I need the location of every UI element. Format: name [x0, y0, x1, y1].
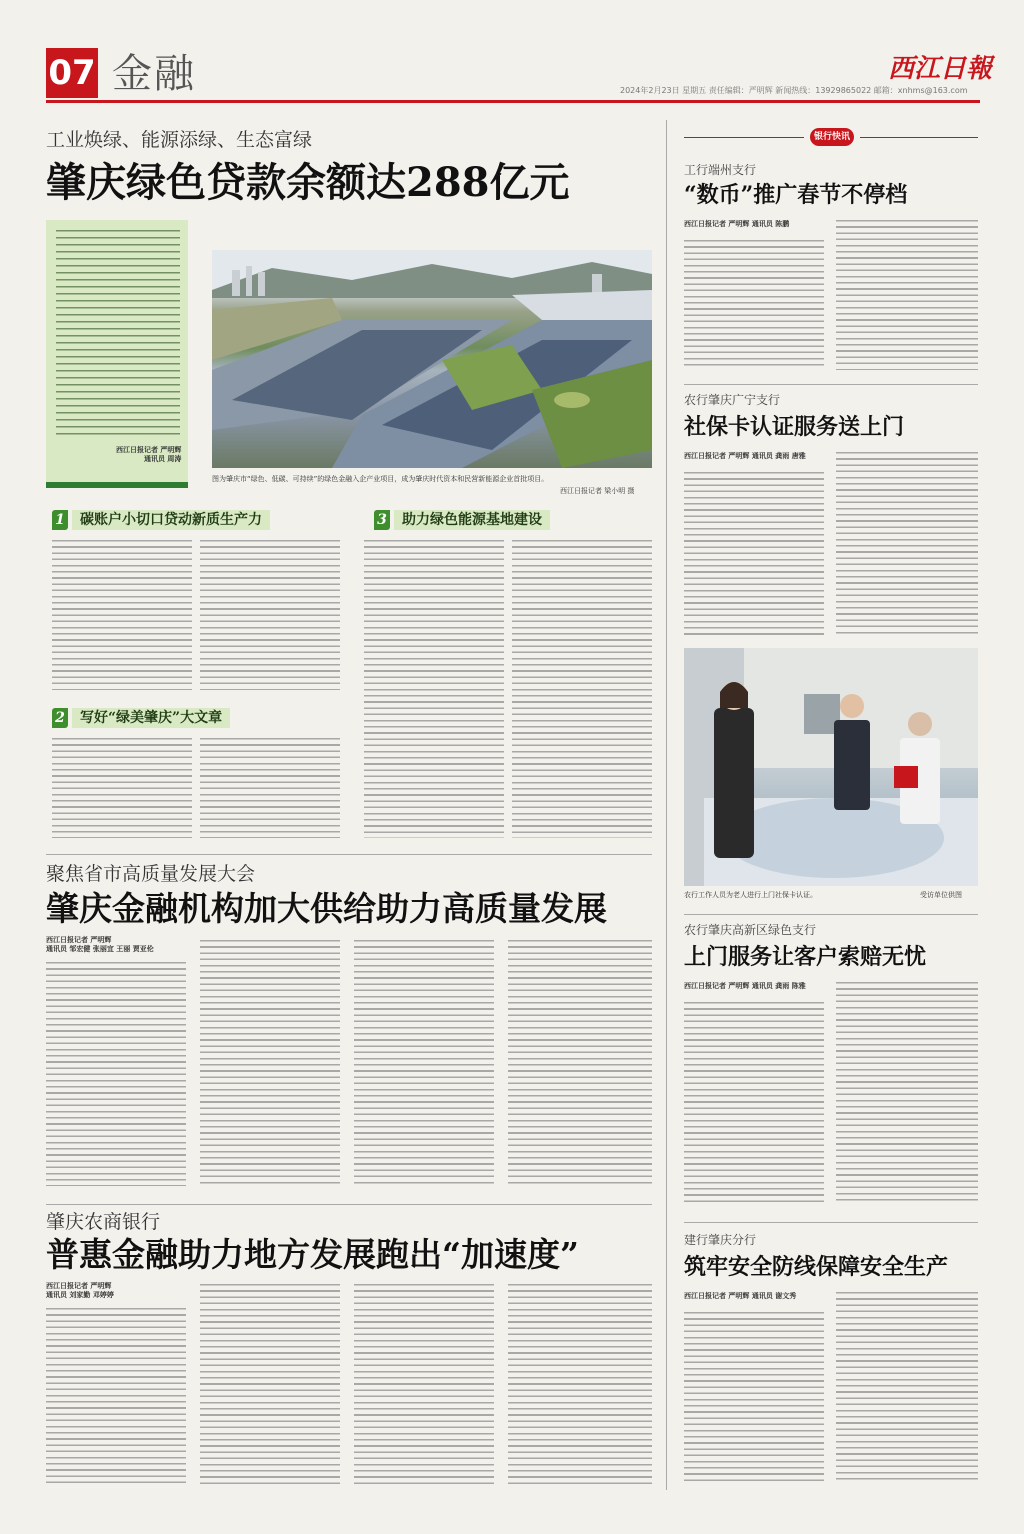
lead-kicker: 工业焕绿、能源添绿、生态富绿 — [46, 129, 313, 151]
right-item-2-headline: 社保卡认证服务送上门 — [684, 414, 905, 440]
summary-text-lines — [56, 230, 180, 440]
hospital-room-illustration — [684, 648, 978, 886]
right-item-1-byline: 西江日报记者 严明辉 通讯员 陈鹏 — [684, 220, 790, 228]
story-three-headline: 普惠金融助力地方发展跑出“加速度” — [46, 1235, 579, 1274]
section-3-number: 3 — [374, 510, 390, 530]
story-three-body-col-1 — [46, 1308, 186, 1484]
right-item-2-body-col-2 — [836, 452, 978, 636]
right-item-3-body-col-2 — [836, 982, 978, 1202]
column-divider — [666, 120, 667, 1490]
hospital-visit-photo — [684, 648, 978, 886]
right-item-2-byline: 西江日报记者 严明辉 通讯员 龚雨 唐雅 — [684, 452, 806, 460]
newspaper-logo: 西江日報 — [888, 54, 993, 84]
right-item-1-kicker: 工行端州支行 — [684, 163, 757, 177]
right-item-4-body-col-2 — [836, 1292, 978, 1484]
story-three-body-col-4 — [508, 1284, 652, 1484]
story-two-kicker: 聚焦省市高质量发展大会 — [46, 863, 256, 885]
story-divider-2 — [46, 1204, 652, 1205]
section-1-body-col-2 — [200, 540, 340, 690]
section-3-body-col-1 — [364, 540, 504, 838]
story-two-headline: 肇庆金融机构加大供给助力高质量发展 — [46, 889, 607, 928]
right-item-1-body-col-1 — [684, 240, 824, 370]
solar-roof-illustration — [212, 250, 652, 468]
section-2-number: 2 — [52, 708, 68, 728]
lead-photo-credit: 西江日报记者 梁小明 摄 — [560, 487, 635, 495]
right-divider-3 — [684, 1222, 978, 1223]
section-2-title: 写好“绿美肇庆”大文章 — [72, 708, 230, 728]
right-item-2-kicker: 农行肇庆广宁支行 — [684, 393, 781, 407]
section-1-title: 碳账户小切口贷动新质生产力 — [72, 510, 270, 530]
section-title: 金融 — [112, 51, 196, 97]
section-1-number: 1 — [52, 510, 68, 530]
right-photo-caption: 农行工作人员为老人进行上门社保卡认证。 — [684, 891, 817, 899]
story-three-body-col-2 — [200, 1284, 340, 1484]
right-badge-rule-left — [684, 137, 804, 138]
right-badge-rule-right — [860, 137, 978, 138]
story-two-body-col-3 — [354, 940, 494, 1186]
story-three-body-col-3 — [354, 1284, 494, 1484]
story-three-kicker: 肇庆农商银行 — [46, 1211, 161, 1233]
story-two-body-col-1 — [46, 962, 186, 1186]
section-3-body-col-2 — [512, 540, 652, 838]
lead-summary-box — [46, 220, 188, 488]
masthead-info: 2024年2月23日 星期五 责任编辑：严明辉 新闻热线：13929865022 邮箱：xnhms@163.com — [620, 86, 968, 95]
right-item-1-body-col-2 — [836, 220, 978, 370]
section-2-body-col-1 — [52, 738, 192, 838]
right-item-4-headline: 筑牢安全防线保障安全生产 — [684, 1254, 949, 1280]
right-divider-2 — [684, 914, 978, 915]
right-item-2-body-col-1 — [684, 472, 824, 636]
section-3-title: 助力绿色能源基地建设 — [394, 510, 550, 530]
bank-news-badge: 银行快讯 — [810, 128, 854, 146]
story-two-body-col-2 — [200, 940, 340, 1186]
right-item-4-body-col-1 — [684, 1312, 824, 1484]
right-item-1-headline: “数币”推广春节不停档 — [684, 182, 908, 208]
page-number: 07 — [46, 48, 98, 98]
lead-headline: 肇庆绿色贷款余额达288亿元 — [46, 159, 570, 206]
story-two-body-col-4 — [508, 940, 652, 1186]
right-item-3-headline: 上门服务让客户索赔无忧 — [684, 944, 927, 970]
summary-byline: 西江日报记者 严明辉 通讯员 周涛 — [116, 446, 182, 463]
lead-photo-caption: 图为肇庆市“绿色、低碳、可持续”的绿色金融入企产业项目，成为肇庆时代资本和民营新能源企业首批项目。 — [212, 475, 549, 483]
story-divider-1 — [46, 854, 652, 855]
story-two-byline: 西江日报记者 严明辉 通讯员 邹宏健 张丽宜 王丽 贾亚伦 — [46, 936, 154, 953]
right-divider-1 — [684, 384, 978, 385]
masthead-rule — [46, 100, 980, 103]
right-item-3-kicker: 农行肇庆高新区绿色支行 — [684, 923, 817, 937]
section-1-body-col-1 — [52, 540, 192, 690]
right-item-4-kicker: 建行肇庆分行 — [684, 1233, 757, 1247]
right-item-4-byline: 西江日报记者 严明辉 通讯员 谢文秀 — [684, 1292, 797, 1300]
right-photo-credit: 受访单位供图 — [920, 891, 962, 899]
story-three-byline: 西江日报记者 严明辉 通讯员 刘家勤 邓婷婷 — [46, 1282, 114, 1299]
section-2-body-col-2 — [200, 738, 340, 838]
right-item-3-body-col-1 — [684, 1002, 824, 1202]
solar-factory-photo — [212, 250, 652, 468]
right-item-3-byline: 西江日报记者 严明辉 通讯员 龚雨 陈雅 — [684, 982, 806, 990]
